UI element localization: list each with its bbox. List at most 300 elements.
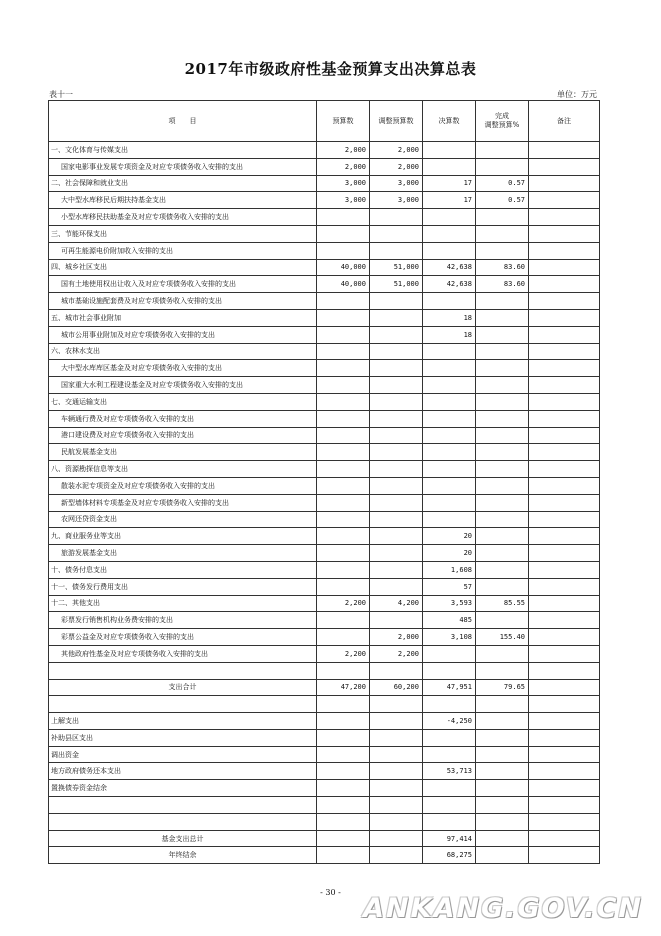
- row-pct-cell: [476, 444, 529, 461]
- row-final-cell: [423, 410, 476, 427]
- table-row: [49, 511, 600, 528]
- row-budget-cell: [317, 410, 370, 427]
- row-pct-cell: [476, 293, 529, 310]
- row-budget-cell: [317, 629, 370, 646]
- row-budget-cell: [317, 477, 370, 494]
- row-item-cell: 民航发展基金支出: [49, 444, 317, 461]
- row-final-cell: 18: [423, 309, 476, 326]
- row-budget-cell: [317, 511, 370, 528]
- row-pct-cell: 83.60: [476, 276, 529, 293]
- row-adjusted-cell: 3,000: [370, 175, 423, 192]
- row-final-cell: [423, 444, 476, 461]
- row-adjusted-cell: 4,200: [370, 595, 423, 612]
- row-adjusted-cell: [370, 343, 423, 360]
- table-row: [49, 679, 600, 696]
- row-note-cell: [529, 343, 600, 360]
- row-budget-cell: [317, 561, 370, 578]
- table-row: [49, 242, 600, 259]
- header-note: 备注: [529, 101, 600, 142]
- table-row: [49, 192, 600, 209]
- header-completion-pct: [476, 101, 529, 142]
- row-item-cell: [49, 797, 317, 814]
- row-note-cell: [529, 276, 600, 293]
- table-row: [49, 595, 600, 612]
- row-budget-cell: [317, 242, 370, 259]
- row-adjusted-cell: [370, 410, 423, 427]
- table-row: [49, 427, 600, 444]
- row-budget-cell: [317, 528, 370, 545]
- row-final-cell: [423, 225, 476, 242]
- row-final-cell: 53,713: [423, 763, 476, 780]
- row-pct-cell: [476, 242, 529, 259]
- row-final-cell: 68,275: [423, 847, 476, 864]
- row-note-cell: [529, 679, 600, 696]
- row-final-cell: 42,638: [423, 276, 476, 293]
- row-budget-cell: [317, 343, 370, 360]
- row-budget-cell: [317, 662, 370, 679]
- row-final-cell: [423, 780, 476, 797]
- table-row: [49, 343, 600, 360]
- row-adjusted-cell: [370, 561, 423, 578]
- row-note-cell: [529, 410, 600, 427]
- row-note-cell: [529, 528, 600, 545]
- row-item-cell: 城市基础设施配套费及对应专项债务收入安排的支出: [49, 293, 317, 310]
- row-budget-cell: [317, 847, 370, 864]
- row-note-cell: [529, 360, 600, 377]
- row-item-cell: 国有土地使用权出让收入及对应专项债务收入安排的支出: [49, 276, 317, 293]
- row-final-cell: [423, 645, 476, 662]
- table-row: [49, 545, 600, 562]
- row-note-cell: [529, 729, 600, 746]
- row-adjusted-cell: [370, 662, 423, 679]
- row-item-cell: 五、城市社会事业附加: [49, 309, 317, 326]
- row-final-cell: 57: [423, 578, 476, 595]
- document-title: 2017年市级政府性基金预算支出决算总表: [184, 60, 477, 78]
- row-budget-cell: [317, 360, 370, 377]
- row-pct-cell: 0.57: [476, 175, 529, 192]
- row-note-cell: [529, 427, 600, 444]
- row-pct-cell: [476, 847, 529, 864]
- row-item-cell: 地方政府债务还本支出: [49, 763, 317, 780]
- row-item-cell: 支出合计: [49, 679, 317, 696]
- row-note-cell: [529, 763, 600, 780]
- row-item-cell: 十二、其他支出: [49, 595, 317, 612]
- row-adjusted-cell: [370, 763, 423, 780]
- row-budget-cell: [317, 326, 370, 343]
- row-note-cell: [529, 444, 600, 461]
- row-budget-cell: [317, 746, 370, 763]
- row-pct-cell: [476, 360, 529, 377]
- row-budget-cell: [317, 461, 370, 478]
- row-budget-cell: 2,200: [317, 595, 370, 612]
- row-note-cell: [529, 225, 600, 242]
- row-item-cell: 七、交通运输支出: [49, 393, 317, 410]
- table-row: [49, 326, 600, 343]
- row-item-cell: 小型水库移民扶助基金及对应专项债务收入安排的支出: [49, 209, 317, 226]
- row-budget-cell: 2,000: [317, 158, 370, 175]
- row-final-cell: [423, 377, 476, 394]
- row-note-cell: [529, 713, 600, 730]
- table-row: [49, 729, 600, 746]
- page-number: - 30 -: [320, 888, 341, 897]
- row-adjusted-cell: [370, 326, 423, 343]
- row-item-cell: 三、节能环保支出: [49, 225, 317, 242]
- row-pct-cell: [476, 326, 529, 343]
- header-completion-pct-text: 完成 调整预算%: [484, 112, 520, 129]
- table-row: [49, 662, 600, 679]
- row-budget-cell: [317, 444, 370, 461]
- row-budget-cell: [317, 393, 370, 410]
- row-final-cell: 47,951: [423, 679, 476, 696]
- row-final-cell: [423, 662, 476, 679]
- table-row: [49, 293, 600, 310]
- header-final-accounts: 决算数: [423, 101, 476, 142]
- row-pct-cell: [476, 477, 529, 494]
- row-adjusted-cell: [370, 494, 423, 511]
- row-pct-cell: [476, 612, 529, 629]
- table-row: [49, 813, 600, 830]
- row-item-cell: 可再生能源电价附加收入安排的支出: [49, 242, 317, 259]
- row-pct-cell: [476, 561, 529, 578]
- row-pct-cell: [476, 713, 529, 730]
- row-pct-cell: [476, 746, 529, 763]
- row-pct-cell: [476, 427, 529, 444]
- table-row: [49, 142, 600, 159]
- table-row: [49, 830, 600, 847]
- row-final-cell: 42,638: [423, 259, 476, 276]
- row-final-cell: 3,593: [423, 595, 476, 612]
- row-item-cell: 城市公用事业附加及对应专项债务收入安排的支出: [49, 326, 317, 343]
- row-item-cell: [49, 696, 317, 713]
- row-note-cell: [529, 209, 600, 226]
- row-item-cell: 十、债务付息支出: [49, 561, 317, 578]
- row-pct-cell: [476, 830, 529, 847]
- row-pct-cell: [476, 813, 529, 830]
- row-pct-cell: [476, 142, 529, 159]
- row-pct-cell: [476, 461, 529, 478]
- row-pct-cell: [476, 545, 529, 562]
- table-row: [49, 713, 600, 730]
- row-note-cell: [529, 645, 600, 662]
- row-pct-cell: 155.40: [476, 629, 529, 646]
- row-final-cell: [423, 343, 476, 360]
- row-final-cell: [423, 142, 476, 159]
- row-adjusted-cell: [370, 847, 423, 864]
- row-pct-cell: [476, 763, 529, 780]
- row-final-cell: [423, 209, 476, 226]
- row-pct-cell: [476, 645, 529, 662]
- row-budget-cell: [317, 729, 370, 746]
- row-adjusted-cell: [370, 242, 423, 259]
- row-note-cell: [529, 494, 600, 511]
- row-note-cell: [529, 797, 600, 814]
- row-adjusted-cell: 2,000: [370, 629, 423, 646]
- row-final-cell: 17: [423, 175, 476, 192]
- row-item-cell: 国家电影事业发展专项资金及对应专项债务收入安排的支出: [49, 158, 317, 175]
- row-adjusted-cell: [370, 309, 423, 326]
- row-pct-cell: [476, 393, 529, 410]
- row-pct-cell: [476, 209, 529, 226]
- row-budget-cell: [317, 780, 370, 797]
- row-final-cell: [423, 477, 476, 494]
- table-row: [49, 629, 600, 646]
- row-budget-cell: 40,000: [317, 276, 370, 293]
- row-item-cell: 车辆通行费及对应专项债务收入安排的支出: [49, 410, 317, 427]
- row-note-cell: [529, 461, 600, 478]
- row-note-cell: [529, 242, 600, 259]
- row-adjusted-cell: 51,000: [370, 276, 423, 293]
- row-note-cell: [529, 629, 600, 646]
- table-row: [49, 276, 600, 293]
- header-adjusted-budget: 调整预算数: [370, 101, 423, 142]
- row-final-cell: [423, 293, 476, 310]
- row-pct-cell: [476, 729, 529, 746]
- row-pct-cell: [476, 578, 529, 595]
- row-budget-cell: 2,000: [317, 142, 370, 159]
- table-row: [49, 528, 600, 545]
- row-adjusted-cell: [370, 461, 423, 478]
- row-note-cell: [529, 595, 600, 612]
- row-item-cell: 六、农林水支出: [49, 343, 317, 360]
- table-row: [49, 494, 600, 511]
- row-pct-cell: 0.57: [476, 192, 529, 209]
- row-adjusted-cell: [370, 511, 423, 528]
- row-final-cell: [423, 746, 476, 763]
- row-budget-cell: 3,000: [317, 192, 370, 209]
- table-row: [49, 444, 600, 461]
- table-row: [49, 763, 600, 780]
- row-final-cell: -4,250: [423, 713, 476, 730]
- row-note-cell: [529, 746, 600, 763]
- row-budget-cell: [317, 578, 370, 595]
- row-final-cell: [423, 813, 476, 830]
- row-final-cell: [423, 696, 476, 713]
- row-budget-cell: [317, 225, 370, 242]
- row-adjusted-cell: 2,000: [370, 158, 423, 175]
- table-row: [49, 309, 600, 326]
- table-row: [49, 158, 600, 175]
- row-final-cell: 3,108: [423, 629, 476, 646]
- row-item-cell: 彩票公益金及对应专项债务收入安排的支出: [49, 629, 317, 646]
- row-note-cell: [529, 393, 600, 410]
- table-number: 表十一: [49, 90, 73, 99]
- row-budget-cell: [317, 713, 370, 730]
- table-row: [49, 578, 600, 595]
- row-adjusted-cell: [370, 797, 423, 814]
- row-budget-cell: [317, 797, 370, 814]
- row-adjusted-cell: [370, 729, 423, 746]
- row-item-cell: 港口建设费及对应专项债务收入安排的支出: [49, 427, 317, 444]
- row-final-cell: [423, 242, 476, 259]
- row-item-cell: 农网还贷资金支出: [49, 511, 317, 528]
- table-row: [49, 780, 600, 797]
- row-final-cell: 17: [423, 192, 476, 209]
- row-adjusted-cell: [370, 225, 423, 242]
- row-note-cell: [529, 847, 600, 864]
- row-item-cell: 年终结余: [49, 847, 317, 864]
- row-final-cell: 18: [423, 326, 476, 343]
- row-pct-cell: [476, 696, 529, 713]
- row-pct-cell: [476, 494, 529, 511]
- row-adjusted-cell: [370, 696, 423, 713]
- row-budget-cell: 47,200: [317, 679, 370, 696]
- row-budget-cell: [317, 427, 370, 444]
- row-item-cell: 九、商业服务业等支出: [49, 528, 317, 545]
- row-pct-cell: 85.55: [476, 595, 529, 612]
- row-final-cell: 20: [423, 545, 476, 562]
- row-note-cell: [529, 780, 600, 797]
- row-final-cell: [423, 427, 476, 444]
- row-note-cell: [529, 477, 600, 494]
- table-row: [49, 461, 600, 478]
- table-row: [49, 225, 600, 242]
- row-budget-cell: 40,000: [317, 259, 370, 276]
- row-budget-cell: 3,000: [317, 175, 370, 192]
- row-item-cell: 补助县区支出: [49, 729, 317, 746]
- row-adjusted-cell: 60,200: [370, 679, 423, 696]
- row-note-cell: [529, 293, 600, 310]
- row-adjusted-cell: [370, 746, 423, 763]
- row-pct-cell: [476, 511, 529, 528]
- row-final-cell: [423, 797, 476, 814]
- row-pct-cell: [476, 797, 529, 814]
- row-adjusted-cell: [370, 393, 423, 410]
- row-final-cell: [423, 729, 476, 746]
- row-adjusted-cell: 3,000: [370, 192, 423, 209]
- row-final-cell: [423, 360, 476, 377]
- row-budget-cell: [317, 813, 370, 830]
- row-budget-cell: [317, 309, 370, 326]
- row-item-cell: 四、城乡社区支出: [49, 259, 317, 276]
- row-item-cell: 置换债券资金结余: [49, 780, 317, 797]
- row-note-cell: [529, 830, 600, 847]
- row-item-cell: 旅游发展基金支出: [49, 545, 317, 562]
- row-pct-cell: [476, 377, 529, 394]
- row-budget-cell: 2,200: [317, 645, 370, 662]
- row-pct-cell: [476, 780, 529, 797]
- row-note-cell: [529, 662, 600, 679]
- row-note-cell: [529, 612, 600, 629]
- row-pct-cell: 83.60: [476, 259, 529, 276]
- row-note-cell: [529, 813, 600, 830]
- row-final-cell: [423, 511, 476, 528]
- table-row: [49, 612, 600, 629]
- row-adjusted-cell: [370, 545, 423, 562]
- row-item-cell: [49, 813, 317, 830]
- row-adjusted-cell: [370, 477, 423, 494]
- row-note-cell: [529, 377, 600, 394]
- row-pct-cell: [476, 662, 529, 679]
- row-note-cell: [529, 326, 600, 343]
- row-adjusted-cell: [370, 427, 423, 444]
- row-adjusted-cell: [370, 713, 423, 730]
- row-pct-cell: 79.65: [476, 679, 529, 696]
- row-budget-cell: [317, 209, 370, 226]
- expenditure-table: [48, 100, 600, 864]
- table-header-row: [49, 101, 600, 142]
- table-row: [49, 377, 600, 394]
- row-item-cell: 十一、债务发行费用支出: [49, 578, 317, 595]
- row-adjusted-cell: [370, 360, 423, 377]
- row-note-cell: [529, 158, 600, 175]
- row-pct-cell: [476, 158, 529, 175]
- table-row: [49, 477, 600, 494]
- row-budget-cell: [317, 545, 370, 562]
- row-budget-cell: [317, 293, 370, 310]
- unit-label: 单位：万元: [557, 90, 597, 99]
- row-final-cell: 97,414: [423, 830, 476, 847]
- row-note-cell: [529, 511, 600, 528]
- row-adjusted-cell: [370, 444, 423, 461]
- row-adjusted-cell: [370, 813, 423, 830]
- row-final-cell: [423, 393, 476, 410]
- row-adjusted-cell: [370, 830, 423, 847]
- row-adjusted-cell: 2,200: [370, 645, 423, 662]
- row-final-cell: 1,608: [423, 561, 476, 578]
- row-pct-cell: [476, 225, 529, 242]
- row-pct-cell: [476, 309, 529, 326]
- row-item-cell: 彩票发行销售机构业务费安排的支出: [49, 612, 317, 629]
- row-item-cell: 新型墙体材料专项基金及对应专项债务收入安排的支出: [49, 494, 317, 511]
- table-row: [49, 360, 600, 377]
- row-adjusted-cell: 2,000: [370, 142, 423, 159]
- row-adjusted-cell: [370, 578, 423, 595]
- table-row: [49, 209, 600, 226]
- row-note-cell: [529, 192, 600, 209]
- row-item-cell: 基金支出总计: [49, 830, 317, 847]
- row-adjusted-cell: [370, 209, 423, 226]
- header-item: 项 目: [49, 101, 317, 142]
- site-watermark: ANKANG.GOV.CN: [363, 893, 643, 924]
- row-item-cell: 调出资金: [49, 746, 317, 763]
- row-note-cell: [529, 175, 600, 192]
- row-final-cell: 485: [423, 612, 476, 629]
- row-item-cell: 大中型水库库区基金及对应专项债务收入安排的支出: [49, 360, 317, 377]
- row-item-cell: 其他政府性基金及对应专项债务收入安排的支出: [49, 645, 317, 662]
- row-final-cell: [423, 494, 476, 511]
- row-budget-cell: [317, 763, 370, 780]
- table-row: [49, 746, 600, 763]
- row-adjusted-cell: [370, 377, 423, 394]
- row-budget-cell: [317, 494, 370, 511]
- row-budget-cell: [317, 696, 370, 713]
- row-budget-cell: [317, 377, 370, 394]
- table-row: [49, 410, 600, 427]
- row-item-cell: 上解支出: [49, 713, 317, 730]
- table-body: [49, 142, 600, 864]
- row-item-cell: 散装水泥专项资金及对应专项债务收入安排的支出: [49, 477, 317, 494]
- row-pct-cell: [476, 528, 529, 545]
- row-pct-cell: [476, 343, 529, 360]
- row-item-cell: 一、文化体育与传媒支出: [49, 142, 317, 159]
- row-adjusted-cell: [370, 293, 423, 310]
- table-row: [49, 393, 600, 410]
- row-item-cell: 大中型水库移民后期扶持基金支出: [49, 192, 317, 209]
- header-budget: 预算数: [317, 101, 370, 142]
- row-budget-cell: [317, 612, 370, 629]
- table-row: [49, 847, 600, 864]
- row-item-cell: 八、资源勘探信息等支出: [49, 461, 317, 478]
- row-budget-cell: [317, 830, 370, 847]
- row-final-cell: [423, 158, 476, 175]
- row-item-cell: [49, 662, 317, 679]
- row-note-cell: [529, 259, 600, 276]
- row-adjusted-cell: [370, 780, 423, 797]
- row-note-cell: [529, 578, 600, 595]
- row-item-cell: 国家重大水利工程建设基金及对应专项债务收入安排的支出: [49, 377, 317, 394]
- row-final-cell: [423, 461, 476, 478]
- row-note-cell: [529, 545, 600, 562]
